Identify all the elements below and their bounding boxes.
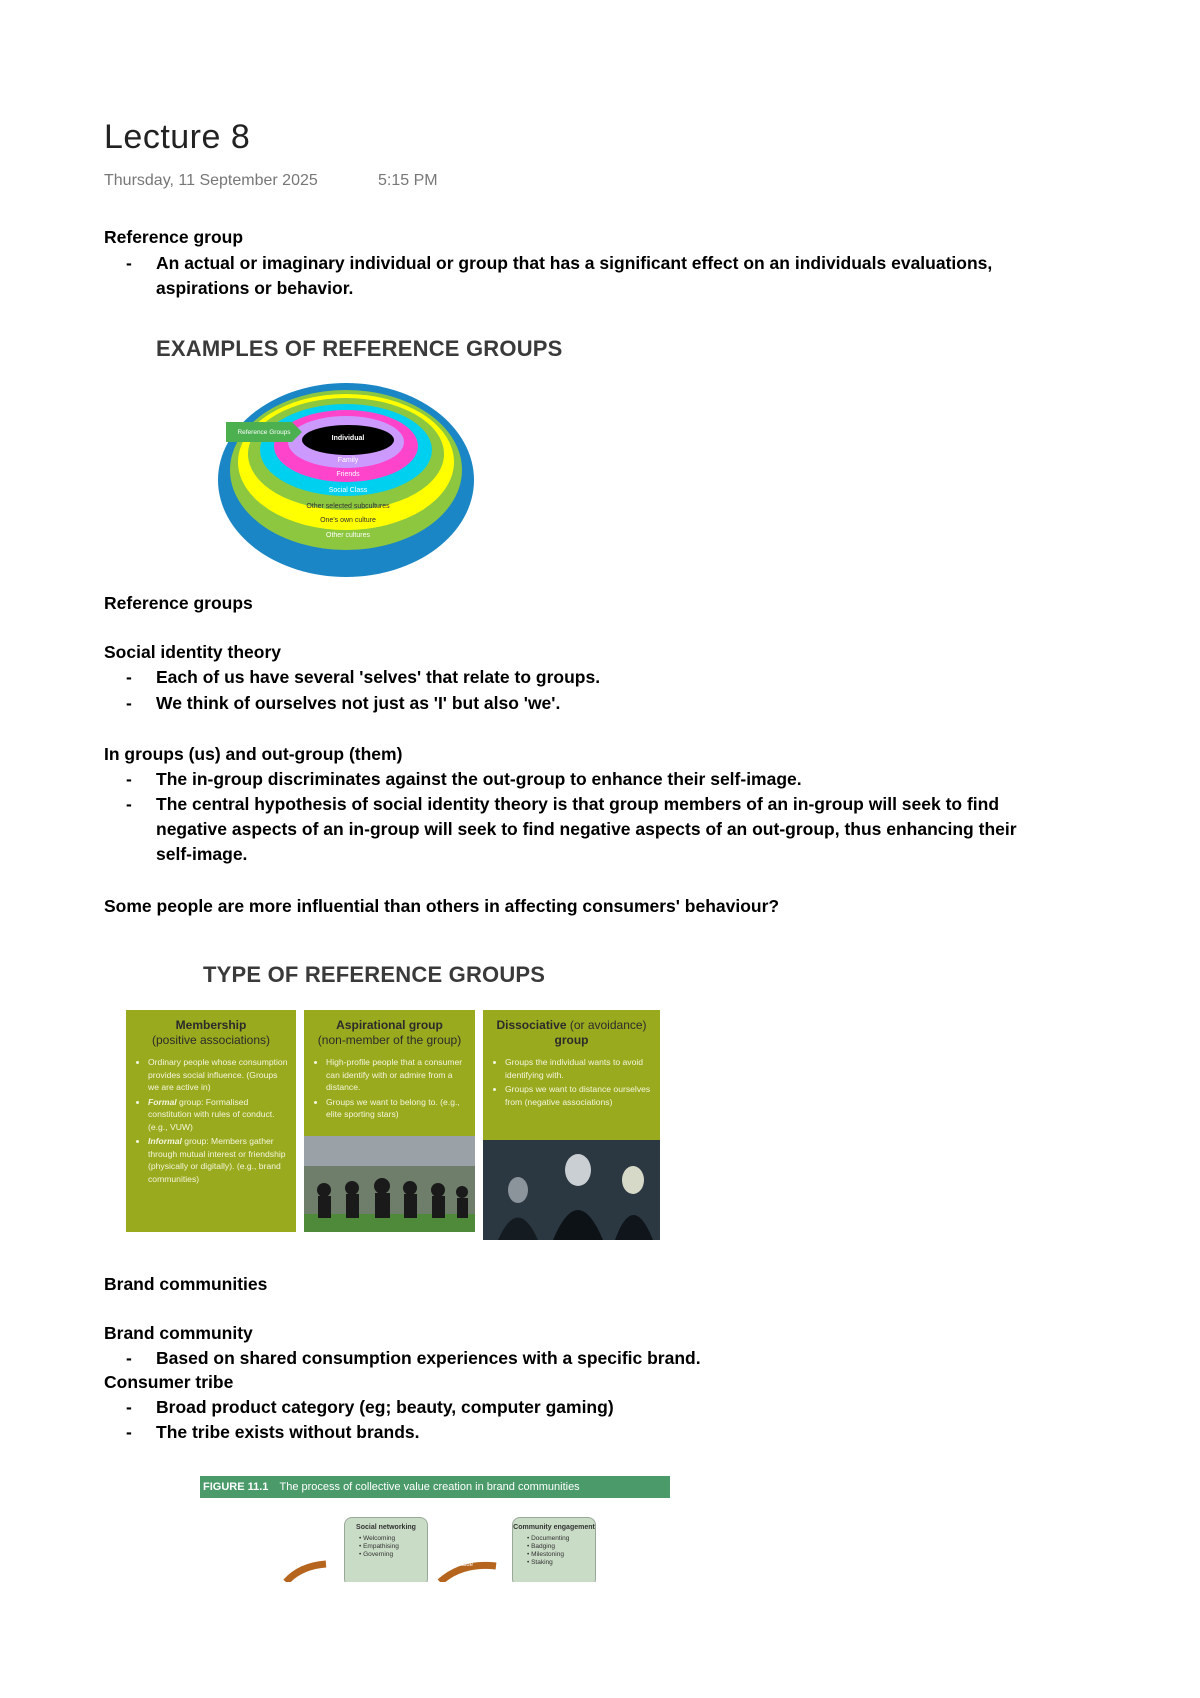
tag-reference-groups: Reference Groups (237, 429, 291, 436)
list-item: • Groups we want to distance ourselves from (negative associations) (505, 1083, 652, 1108)
list-item: • Ordinary people whose consumption provides social influence. (Groups we are active in) (148, 1056, 288, 1094)
panel-title-line2: group (554, 1033, 589, 1047)
item-lead: Formal (148, 1096, 177, 1107)
heading-brand-community: Brand community (104, 1323, 253, 1343)
box-items: • Welcoming • Empathising • Governing (359, 1535, 399, 1558)
panel-title-main: Dissociative (496, 1018, 567, 1032)
panel-dissociative (483, 1010, 660, 1140)
list-item (148, 1096, 288, 1134)
list-item: - We think of ourselves not just as 'I' but also 'we'. (104, 691, 1084, 716)
influential-question: Some people are more influential than others in affecting consumers' behaviour? (104, 896, 780, 916)
list-item: • Groups we want to belong to. (e.g., elite sporting stars) (326, 1096, 467, 1121)
label-family: Family (337, 457, 359, 464)
list-item: - The in-group discriminates against the out-group to enhance their self-image. (104, 767, 1044, 792)
label-other-cultures: Other cultures (326, 532, 370, 539)
label-subcultures: Other selected subcultures (306, 503, 390, 510)
figure-collective-value (200, 1476, 670, 1582)
list-item: - Broad product category (eg; beauty, computer gaming) (104, 1395, 1064, 1420)
item-lead: Informal (148, 1136, 182, 1146)
list-item: • Groups the individual wants to avoid identifying with. (505, 1056, 652, 1081)
panel-title: Aspirational group (336, 1018, 443, 1032)
list-item: • High-profile people that a consumer can identify with or admire from a distance. (326, 1056, 467, 1094)
panel-title (491, 1018, 652, 1033)
heading-social-identity: Social identity theory (104, 642, 281, 662)
heading-consumer-tribe: Consumer tribe (104, 1372, 234, 1392)
item-text: group: Members gather through mutual interest or friendship (physically or digitally). (e.g., brand communities) (148, 1136, 286, 1184)
heading-reference-groups: Reference groups (104, 593, 253, 613)
figure-2-title: TYPE OF REFERENCE GROUPS (203, 962, 546, 987)
label-own-culture: One's own culture (320, 517, 376, 524)
social-identity-list (104, 665, 1084, 716)
figure-reference-groups (104, 330, 604, 590)
consumer-tribe-list (104, 1395, 1064, 1445)
arrow-label: Value (458, 1562, 473, 1568)
page-date: Thursday, 11 September 2025 (104, 172, 318, 189)
photo-dark-villains (483, 1140, 660, 1240)
panel-title-suffix: (or avoidance) (566, 1018, 647, 1032)
heading-brand-communities: Brand communities (104, 1274, 268, 1294)
box-items: • Documenting • Badging • Milestoning • Staking (527, 1535, 570, 1566)
photo-sports-team (304, 1136, 475, 1232)
reference-group-list (104, 251, 1064, 301)
list-item: - The central hypothesis of social identity theory is that group members of an in-group will seek to find negative aspects of an in-group will seek to find negative aspects of an out-group, thus enhancing their self-image. (104, 792, 1044, 867)
label-individual: Individual (331, 435, 365, 442)
list-item (148, 1135, 288, 1185)
figure-caption: The process of collective value creation in brand communities (279, 1481, 580, 1493)
box-title: Social networking (356, 1524, 416, 1531)
item-text: group: Formalised constitution with rules of conduct. (e.g., VUW) (148, 1096, 275, 1132)
panel-subtitle: (positive associations) (151, 1033, 271, 1047)
label-friends: Friends (336, 471, 360, 478)
heading-reference-group: Reference group (104, 227, 244, 247)
panel-aspirational (304, 1010, 475, 1136)
panel-membership (126, 1010, 296, 1232)
panel-list (134, 1056, 288, 1185)
list-item: - Each of us have several 'selves' that relate to groups. (104, 665, 1084, 690)
figure-label: FIGURE 11.1 (203, 1481, 269, 1493)
brand-community-list (104, 1346, 1064, 1371)
in-out-groups-list (104, 767, 1044, 867)
panel-list (491, 1056, 652, 1108)
panel-subtitle: (non-member of the group) (317, 1033, 462, 1047)
heading-in-out-groups: In groups (us) and out-group (them) (104, 744, 403, 764)
list-item: - Based on shared consumption experiences with a specific brand. (104, 1346, 1064, 1371)
panel-list (312, 1056, 467, 1121)
panel-title: Membership (175, 1018, 247, 1032)
list-item: - The tribe exists without brands. (104, 1420, 1064, 1445)
figure-title: EXAMPLES OF REFERENCE GROUPS (156, 336, 563, 361)
page-title: Lecture 8 (104, 118, 251, 156)
label-social-class: Social Class (328, 487, 368, 494)
list-item: - An actual or imaginary individual or group that has a significant effect on an individuals evaluations, aspirations or behavior. (104, 251, 1064, 301)
flow-arrows (200, 1476, 670, 1582)
box-title: Community engagement (513, 1524, 595, 1531)
page-time: 5:15 PM (378, 172, 438, 189)
